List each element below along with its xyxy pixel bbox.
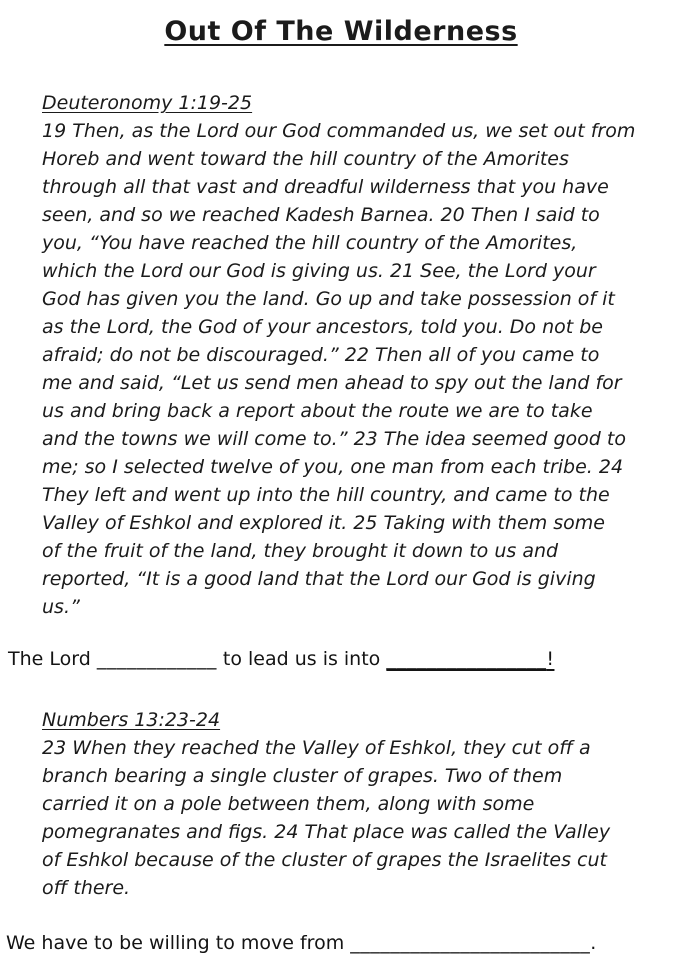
passage-line: pomegranates and figs. 24 That place was called the Valley — [42, 821, 611, 843]
passage-line: of the fruit of the land, they brought it down to us and — [42, 540, 559, 562]
passage-line: branch bearing a single cluster of grapes. Two of them — [42, 765, 563, 787]
passage-body-deuteronomy — [42, 117, 662, 621]
fill1-blank-1[interactable]: ____________ — [96, 648, 217, 670]
passage-line: us.” — [42, 596, 80, 618]
fill1-exclamation: ! — [546, 648, 555, 670]
passage-line: and the towns we will come to.” 23 The idea seemed good to — [42, 428, 626, 450]
fill2-prefix: We have to be willing to move from — [6, 932, 351, 954]
passage-line: afraid; do not be discouraged.” 22 Then all of you came to — [42, 344, 600, 366]
passage-line: off there. — [42, 877, 131, 899]
passage-deuteronomy — [42, 89, 662, 621]
passage-line: reported, “It is a good land that the Lord our God is giving — [42, 568, 596, 590]
fill1-middle: to lead us is into — [216, 648, 387, 670]
passage-line: through all that vast and dreadful wilderness that you have — [42, 176, 609, 198]
passage-heading-deuteronomy: Deuteronomy 1:19-25 — [42, 92, 253, 114]
fill-in-line-move-from — [6, 929, 682, 957]
passage-line: 23 When they reached the Valley of Eshkol, they cut off a — [42, 737, 591, 759]
passage-line: me; so I selected twelve of you, one man from each tribe. 24 — [42, 456, 624, 478]
page-title: Out Of The Wilderness — [164, 16, 518, 47]
passage-line: Valley of Eshkol and explored it. 25 Taking with them some — [42, 512, 605, 534]
fill1-blank-2-underscores: ________________ — [386, 648, 547, 670]
passage-line: of Eshkol because of the cluster of grapes the Israelites cut — [42, 849, 607, 871]
passage-line: carried it on a pole between them, along with some — [42, 793, 535, 815]
passage-heading-numbers: Numbers 13:23-24 — [42, 709, 221, 731]
passage-line: seen, and so we reached Kadesh Barnea. 20 Then I said to — [42, 204, 600, 226]
fill1-prefix: The Lord — [8, 648, 97, 670]
passage-numbers — [42, 706, 662, 902]
passage-line: God has given you the land. Go up and take possession of it — [42, 288, 615, 310]
passage-line: us and bring back a report about the route we are to take — [42, 400, 593, 422]
passage-line: me and said, “Let us send men ahead to spy out the land for — [42, 372, 622, 394]
passage-line: Horeb and went toward the hill country of the Amorites — [42, 148, 569, 170]
fill2-blank[interactable]: ________________________ — [350, 932, 591, 954]
fill2-period: . — [590, 932, 597, 954]
passage-line: you, “You have reached the hill country of the Amorites, — [42, 232, 578, 254]
fill-in-line-lord-leads — [8, 645, 682, 673]
fill1-blank-2[interactable] — [386, 648, 554, 670]
passage-line: as the Lord, the God of your ancestors, told you. Do not be — [42, 316, 603, 338]
passage-line: They left and went up into the hill country, and came to the — [42, 484, 610, 506]
passage-body-numbers — [42, 734, 662, 902]
passage-line: 19 Then, as the Lord our God commanded us, we set out from — [42, 120, 636, 142]
passage-line: which the Lord our God is giving us. 21 See, the Lord your — [42, 260, 596, 282]
